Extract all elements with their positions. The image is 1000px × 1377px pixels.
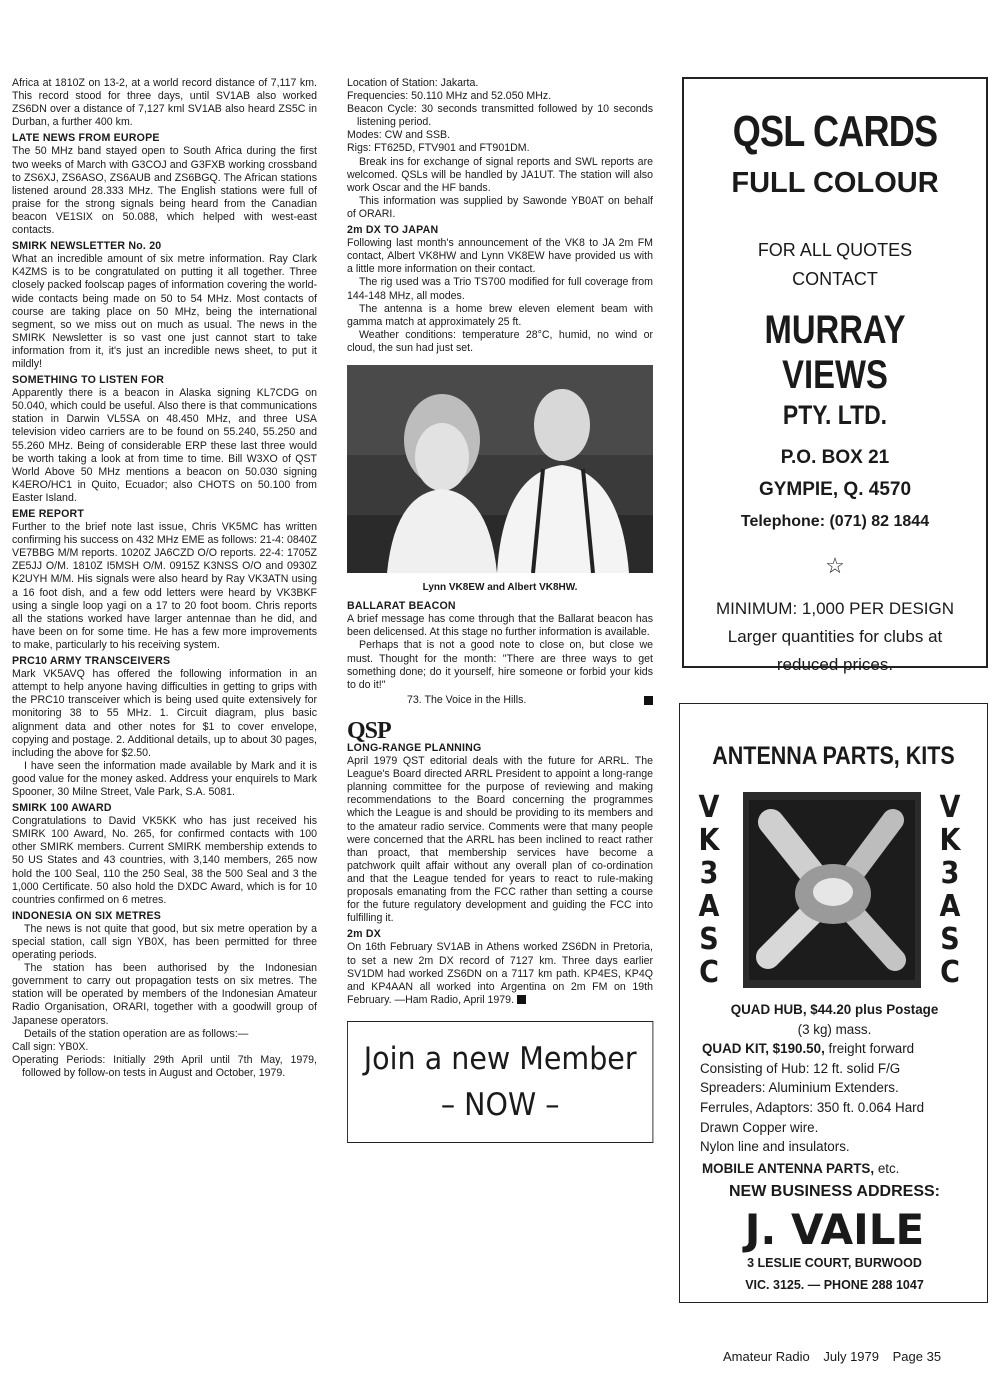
- join-member-box: [347, 1021, 653, 1143]
- section-body: Apparently there is a beacon in Alaska signing KL7CDG on 50.040, which could be useful. Also there is that communications station in Darwin VL5SA on 48.450 MHz, and three USA television video carriers are to be found on 55.240, 55.250 and 55.260 MHz. Being of considerable ERP these last three would be worth taking a look at from time to time. Bill W3XO of QST World Above 50 MHz mentions a beacon on 50.030 signing K4ERO/HC1 in Quito, Ecuador; also CHOTS on 50.100 from Easter Island.: [12, 387, 317, 504]
- callsign-letter: K: [698, 823, 720, 858]
- ad-town: GYMPIE, Q. 4570: [758, 479, 912, 500]
- article-column-middle: [347, 77, 653, 1143]
- ad-minimum: MINIMUM: 1,000 PER DESIGN: [715, 599, 955, 618]
- mobile-etc: etc.: [874, 1160, 900, 1176]
- kit-spreaders: Spreaders: Aluminium Extenders.: [700, 1080, 899, 1096]
- dx-body-text: On 16th February SV1AB in Athens worked ZS6DN in Pretoria, to set a new 2m DX record of 7127 km. Three days earlier SV1DM had worked ZS6DN on a 7117 km path. KP4ES, KP4Q and KP4AAN all worked into Argentina on 2m FM on 19th February. —Ham Radio, April 1979.: [347, 941, 653, 1006]
- join-line-2: – NOW –: [440, 1086, 560, 1123]
- section-body: This information was supplied by Sawonde YB0AT on behalf of ORARI.: [347, 194, 653, 220]
- section-heading: 2m DX TO JAPAN: [347, 224, 439, 237]
- ad-qsl-cards: [682, 77, 988, 674]
- ad-larger-line-2: reduced prices.: [776, 655, 894, 674]
- ad-company-suffix: PTY. LTD.: [782, 400, 888, 430]
- section-body: What an incredible amount of six metre information. Ray Clark K4ZMS is to be congratulated on putting it all together. Three closely packed foolscap pages of information covering the world-wide contacts being made on 50 to 54 MHz. Most contacts of course are taking place on 50 MHz, being the international segment, so we miss out on much as usual. The news in the SMIRK Newsletter is so vast one just cannot start to take information from it, it's just an incredible news sheet, to put it mildly!: [12, 253, 317, 370]
- section-body: Weather conditions: temperature 28°C, humid, no wind or cloud, the sun had just set.: [347, 328, 653, 354]
- ad-pobox: P.O. BOX 21: [780, 447, 890, 468]
- ad-larger-line-1: Larger quantities for clubs at: [727, 627, 943, 646]
- section-body: The antenna is a home brew eleven element beam with gamma match at approximately 25 ft.: [347, 302, 653, 328]
- section-heading: SMIRK 100 AWARD: [12, 802, 112, 815]
- section-heading: BALLARAT BEACON: [347, 600, 456, 613]
- callsign-vertical-left: [694, 791, 724, 989]
- section-body: I have seen the information made available by Mark and it is good value for the money asked. Address your enquirels to Mark Spooner, 30 Milne Street, Vale Park, S.A. 5081.: [12, 759, 317, 798]
- callsign-letter: C: [940, 955, 960, 990]
- section-body: Details of the station operation are as follows:—: [24, 1027, 249, 1040]
- section-body: The station has been authorised by the Indonesian government to carry out propagation tests on six metres. The station will be operated by members of the Indonesian Amateur Radio Organisation, ORARI, together with a goodwill group of Japanese operators.: [12, 962, 317, 1027]
- kit-copper: Drawn Copper wire.: [700, 1119, 819, 1135]
- section-body: Further to the brief note last issue, Chris VK5MC has written confirming his success on 432 MHz EME as follows: 21-4: 0840Z VE7BBG M/M reports. 1020Z JA6CZD O/O reports. 22-4: 1705Z ZE5JJ O/M. 1810Z I5MSH O/M. 0915Z K3NSS O/O and 0930Z K2UYH M/M. His signals were also heard by Ray VK3ATN using a 16 foot dish, and a few odd letters were heard by VK3BKF using a single loop yagi on a 17 to 20 foot boom. Chris reports all the stations worked have larger antennae than he did, and have been on for some time. He has a few more improvements to make, particularly to his receiving system.: [12, 521, 317, 651]
- photo-caption: Lynn VK8EW and Albert VK8HW.: [422, 582, 578, 594]
- callsign-line: Call sign: YB0X.: [12, 1040, 89, 1053]
- callsign-letter: V: [698, 790, 720, 825]
- quad-kit-price: QUAD KIT, $190.50,: [702, 1041, 825, 1057]
- signoff-text: 73. The Voice in the Hills.: [407, 693, 527, 706]
- ad-title: ANTENNA PARTS, KITS: [712, 742, 955, 770]
- end-mark-icon: [517, 995, 526, 1004]
- ad-antenna-parts: [679, 703, 988, 1303]
- station-rigs: Rigs: FT625D, FTV901 and FT901DM.: [347, 142, 530, 155]
- ad-telephone: Telephone: (071) 82 1844: [740, 513, 930, 530]
- section-body: The news is not quite that good, but six metre operation by a special station, call sign YB0X, has been permitted for three operating periods.: [12, 922, 317, 962]
- section-heading: INDONESIA ON SIX METRES: [12, 909, 162, 922]
- callsign-vertical-right: [935, 791, 965, 989]
- section-body: [347, 941, 653, 1006]
- section-heading: LATE NEWS FROM EUROPE: [12, 132, 160, 145]
- ad-contact-line: CONTACT: [792, 269, 878, 289]
- callsign-letter: S: [940, 922, 960, 957]
- beacon-cycle: Beacon Cycle: 30 seconds transmitted followed by 10 seconds listening period.: [347, 103, 653, 129]
- station-modes: Modes: CW and SSB.: [347, 129, 451, 142]
- section-heading: PRC10 ARMY TRANSCEIVERS: [12, 655, 171, 668]
- section-body: Break ins for exchange of signal reports and SWL reports are welcomed. QSLs will be handled by JA1UT. The station will also work Oscar and the HF bands.: [347, 155, 653, 194]
- ad-quotes-line: FOR ALL QUOTES: [757, 240, 913, 260]
- column-signoff: [347, 694, 653, 707]
- callsign-letter: V: [939, 790, 961, 825]
- section-body: Following last month's announcement of the VK8 to JA 2m FM contact, Albert VK8HW and Lynn VK8EW have provided us with a little more information on their contact.: [347, 237, 653, 276]
- section-body: A brief message has come through that the Ballarat beacon has been delicensed. At this stage no further information is available.: [347, 613, 653, 639]
- section-heading: 2m DX: [347, 928, 381, 941]
- kit-ferrules: Ferrules, Adaptors: 350 ft. 0.064 Hard: [700, 1099, 925, 1115]
- photo-lynn-and-albert: [347, 365, 653, 573]
- mobile-line: [680, 1159, 989, 1179]
- section-body: The rig used was a Trio TS700 modified for full coverage from 144-148 MHz, all modes.: [347, 276, 653, 302]
- callsign-letter: A: [698, 889, 720, 924]
- callsign-letter: A: [939, 889, 961, 924]
- business-street: 3 LESLIE COURT, BURWOOD: [747, 1255, 922, 1270]
- quad-hub-price: QUAD HUB, $44.20 plus Postage: [730, 1002, 939, 1017]
- business-phone: VIC. 3125. — PHONE 288 1047: [745, 1277, 924, 1292]
- callsign-letter: S: [699, 922, 719, 957]
- end-mark-icon: [644, 696, 653, 705]
- section-heading: EME REPORT: [12, 508, 85, 520]
- intro-paragraph: Africa at 1810Z on 13-2, at a world record distance of 7,117 km. This record stood for three days, until SV1AB also worked ZS6DN over a distance of 7,127 kml SV1AB also heard ZS5C in Durban, a further 400 km.: [12, 77, 317, 129]
- footer-page-number: Page 35: [892, 1349, 942, 1364]
- callsign-letter: C: [699, 955, 719, 990]
- operating-periods: Operating Periods: Initially 29th April until 7th May, 1979, followed by follow-on tests in August and October, 1979.: [12, 1053, 317, 1079]
- section-heading: LONG-RANGE PLANNING: [347, 742, 482, 754]
- callsign-letter: K: [939, 823, 961, 858]
- qsp-section-title: QSP: [347, 717, 391, 744]
- ad-subtitle: FULL COLOUR: [731, 167, 939, 199]
- callsign-letter: 3: [699, 856, 719, 891]
- section-body: Perhaps that is not a good note to close on, but close we must. Thought for the month: "There are three ways to get something done; do it yourself, hire someone or forbid your kids to do it!": [347, 639, 653, 691]
- quad-kit-freight: freight forward: [824, 1041, 915, 1057]
- star-icon: ☆: [825, 553, 845, 578]
- mobile-parts: MOBILE ANTENNA PARTS,: [702, 1160, 875, 1176]
- section-heading: SMIRK NEWSLETTER No. 20: [12, 240, 162, 253]
- article-column-left: [12, 77, 317, 1080]
- new-address-heading: NEW BUSINESS ADDRESS:: [729, 1183, 940, 1201]
- business-name: J. VAILE: [744, 1204, 925, 1254]
- ad-title: QSL CARDS: [732, 107, 938, 156]
- section-body: Congratulations to David VK5KK who has just received his SMIRK 100 Award, No. 265, for confirmed contacts with 100 other SMIRK members. Current SMIRK membership extends to 50 US States and 43 countries, with 3,140 members, 265 now hold the 100 Seal, 110 the 250 Seal, 38 the 500 Seal and 3 the 1,000 Certificate. 50 also hold the DXDC Award, which is for 10 countries confirmed on 6 metres.: [12, 815, 317, 906]
- quad-hub-mass: (3 kg) mass.: [797, 1021, 872, 1037]
- callsign-letter: 3: [940, 856, 960, 891]
- quad-hub-photo: [743, 792, 921, 988]
- page-footer: [723, 1349, 951, 1364]
- kit-consisting: Consisting of Hub: 12 ft. solid F/G: [700, 1060, 901, 1076]
- ad-details: [680, 1000, 989, 1295]
- section-body: Mark VK5AVQ has offered the following information in an attempt to help anyone having difficulties in getting to grips with the PRC10 transceiver which is being used quite extensively for monitoring 38 to 55 MHz. 1. Circuit diagram, plus basic alignment data and other notes for $1 to cover envelope, copying and postage. 2. Additional details, up to about 30 pages, including the above for $2.50.: [12, 668, 317, 759]
- footer-date: July 1979: [823, 1349, 879, 1364]
- footer-publication: Amateur Radio: [723, 1349, 810, 1364]
- section-body: April 1979 QST editorial deals with the future for ARRL. The League's Board directed ARRL President to appoint a long-range planning committee for the purpose of reviewing and making recommendations to the Board concerning the programmes which the League is and should be providing to its members and to the amateur radio service. Comments were that many people were concerned that the ARRL has been inclined to react rather than proact, that membership services have become a patchwork quilt affair without any overall plan of co-ordination and that the League tended for years to react to rule-making proposals emanating from the FCC rather than setting a course for the future regulatory development and guiding the FCC into fulfilling it.: [347, 755, 653, 925]
- join-line-1: Join a new Member: [363, 1040, 637, 1077]
- section-heading: SOMETHING TO LISTEN FOR: [12, 374, 165, 387]
- section-body: The 50 MHz band stayed open to South Africa during the first two weeks of March with G3COJ and G3FXB working crossband to ZS6XJ, ZS6ASO, ZS6AUB and ZS6BGQ. The African stations listened around 28.333 MHz. The English stations were full of praise for the strong signals being heard from the Canadian beacon VE1SIX on 50.088, which helped with west-east contacts.: [12, 145, 317, 237]
- kit-nylon: Nylon line and insulators.: [700, 1139, 850, 1155]
- quad-kit-line: [680, 1039, 989, 1059]
- station-frequencies: Frequencies: 50.110 MHz and 52.050 MHz.: [347, 90, 552, 103]
- station-location: Location of Station: Jakarta.: [347, 77, 479, 89]
- ad-company-name: MURRAY VIEWS: [764, 308, 906, 397]
